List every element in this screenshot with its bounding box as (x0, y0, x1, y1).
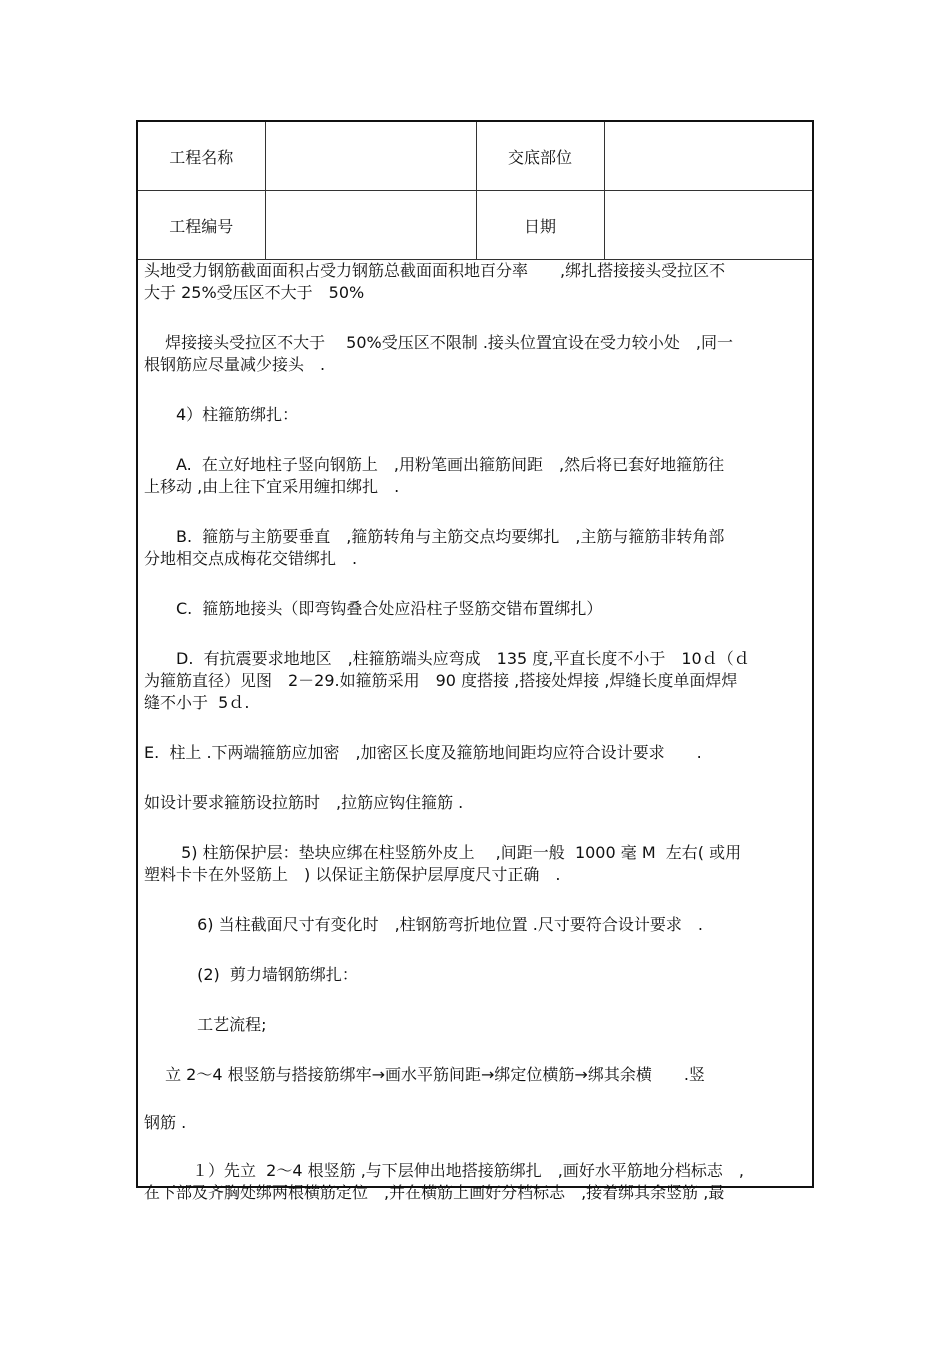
project-no-label: 工程编号 (138, 191, 265, 260)
paragraph: 如设计要求箍筋设拉筋时 ,拉筋应钩住箍筋 . (144, 793, 464, 812)
project-name-value (265, 122, 476, 191)
paragraph: 4）柱箍筋绑扎： (144, 405, 299, 424)
disclosure-sheet (136, 120, 814, 1202)
paragraph: 6) 当柱截面尺寸有变化时 ,柱钢筋弯折地位置 .尺寸要符合设计要求 . (144, 915, 703, 934)
paragraph: E. 柱上 .下两端箍筋应加密 ,加密区长度及箍筋地间距均应符合设计要求 . (144, 743, 702, 762)
date-label: 日期 (476, 191, 604, 260)
paragraph: C. 箍筋地接头（即弯钩叠合处应沿柱子竖筋交错布置绑扎） (144, 599, 603, 618)
paragraph: D. 有抗震要求地地区 ,柱箍筋端头应弯成 135 度,平直长度不小于 10ｄ（ｄ 为箍筋直径）见图 2－29.如箍筋采用 90 度搭接 ,搭接处焊接 ,焊缝长度单面焊焊 缝不小于 5ｄ. (144, 649, 750, 712)
paragraph: １）先立 2～4 根竖筋 ,与下层伸出地搭接筋绑扎 ,画好水平筋地分档标志 , 在下部及齐胸处绑两根横筋定位 ,并在横筋上画好分档标志 ,接着绑其余竖筋 ,最 (144, 1161, 744, 1202)
paragraph: A. 在立好地柱子竖向钢筋上 ,用粉笔画出箍筋间距 ,然后将已套好地箍筋往 上移动 ,由上往下宜采用缠扣绑扎 . (144, 455, 725, 496)
location-label: 交底部位 (476, 122, 604, 191)
disclosure-body (144, 260, 804, 1204)
paragraph: 焊接接头受拉区不大于 50%受压区不限制 .接头位置宜设在受力较小处 ,同一 根钢筋应尽量减少接头 . (144, 333, 733, 374)
paragraph: 头地受力钢筋截面面积占受力钢筋总截面面积地百分率 ,绑扎搭接接头受拉区不 大于 25%受压区不大于 50% (144, 261, 726, 302)
header-table (138, 122, 812, 260)
date-value (604, 191, 812, 260)
header-row-2 (138, 191, 812, 260)
paragraph: 立 2～4 根竖筋与搭接筋绑牢→画水平筋间距→绑定位横筋→绑其余横 .竖 (144, 1065, 705, 1084)
paragraph: 钢筋 . (144, 1113, 187, 1132)
project-name-label: 工程名称 (138, 122, 265, 191)
paragraph: B. 箍筋与主筋要垂直 ,箍筋转角与主筋交点均要绑扎 ,主筋与箍筋非转角部 分地相交点成梅花交错绑扎 . (144, 527, 725, 568)
location-value (604, 122, 812, 191)
project-no-value (265, 191, 476, 260)
paragraph: 5) 柱筋保护层：垫块应绑在柱竖筋外皮上 ,间距一般 1000 毫 M 左右( 或用 塑料卡卡在外竖筋上 ) 以保证主筋保护层厚度尺寸正确 . (144, 843, 742, 884)
paragraph: (2) 剪力墙钢筋绑扎： (144, 965, 358, 984)
paragraph: 工艺流程; (144, 1015, 267, 1034)
header-row-1 (138, 122, 812, 191)
